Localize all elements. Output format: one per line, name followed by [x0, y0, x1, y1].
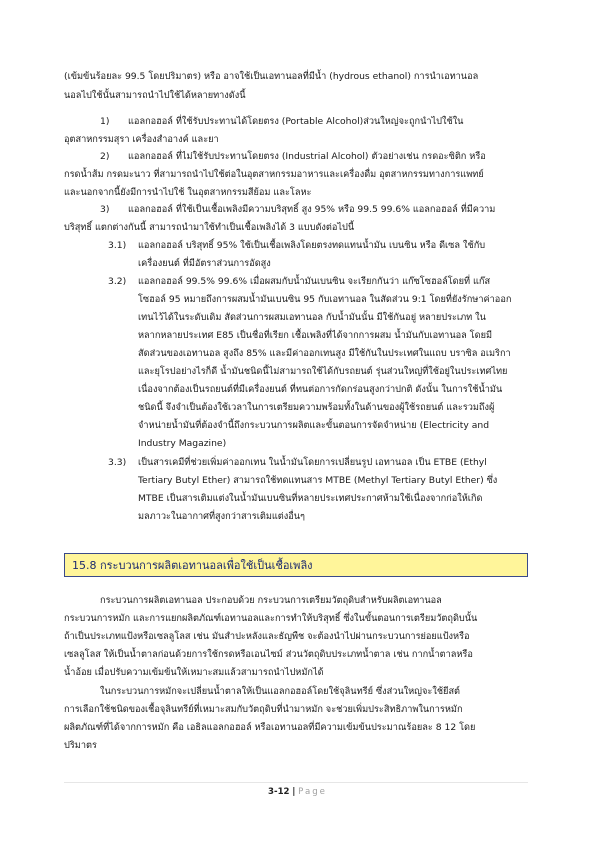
- subitem-3-2-line-7: เนื่องจากต้องเป็นรถยนต์ที่มีเครื่องยนต์ ที่ทนต่อการกัดกร่อนสูงกว่าปกติ ดังนั้น ในการใช้น้ำมัน: [138, 384, 503, 395]
- subitem-3-2-line-9: จำหน่ายน้ำมันที่ต้องจำนี้ถึงกระบวนการผลิตและขั้นตอนการจัดจำหน่าย (Electricity and: [138, 420, 490, 431]
- footer-divider: [64, 782, 528, 783]
- subitem-3-3-line-1: เป็นสารเคมีที่ช่วยเพิ่มค่าออกเทน ในน้ำมันโดยการเปลี่ยนรูป เอทานอล เป็น ETBE (Ethyl: [138, 457, 487, 468]
- subitem-3-3-line-3: MTBE เป็นสารเติมแต่งในน้ำมันเบนซินที่หลายประเทศประกาศห้ามใช้เนื่องจากก่อให้เกิด: [138, 493, 483, 504]
- intro-line-1: (เข้มข้นร้อยละ 99.5 โดยปริมาตร) หรือ อาจใช้เป็นเอทานอลที่มีน้ำ (hydrous ethanol) การนำเอทานอล: [64, 71, 479, 82]
- subitem-3-1-number: 3.1): [108, 240, 127, 251]
- item-3-number: 3): [100, 204, 110, 215]
- section-heading-box: [64, 553, 528, 577]
- subitem-3-3-number: 3.3): [108, 457, 127, 468]
- subitem-3-2-line-4: หลากหลายประเทศ E85 เป็นชื่อที่เรียก เชื้อเพลิงที่ได้จากการผสม น้ำมันกับเอทานอล โดยมี: [138, 330, 493, 341]
- subitem-3-1-line-1: แอลกอฮอล์ บริสุทธิ์ 95% ใช้เป็นเชื้อเพลิงโดยตรงทดแทนน้ำมัน เบนซิน หรือ ดีเซล ใช้กับ: [138, 240, 486, 251]
- subitem-3-2-line-10: Industry Magazine): [138, 438, 227, 449]
- para-1-line-2: กระบวนการหมัก และการแยกผลิตภัณฑ์เอทานอลและการทำให้บริสุทธิ์ ซึ่งในขั้นตอนการเตรียมวัตถุดิบนั้น: [64, 613, 478, 624]
- page-word: Page: [298, 787, 327, 797]
- item-1-line-1: แอลกอฮอล์ ที่ใช้รับประทานได้โดยตรง (Portable Alcohol)ส่วนใหญ่จะถูกนำไปใช้ใน: [128, 116, 464, 127]
- subitem-3-3-line-2: Tertiary Butyl Ether) สามารถใช้ทดแทนสาร MTBE (Methyl Tertiary Butyl Ether) ซึ่ง: [138, 475, 498, 486]
- subitem-3-2-line-2: โซฮอล์ 95 หมายถึงการผสมน้ำมันเบนซิน 95 กับเอทานอล ในสัดส่วน 9:1 โดยที่ยังรักษาค่าออก: [138, 294, 512, 305]
- para-1-line-1: กระบวนการผลิตเอทานอล ประกอบด้วย กระบวนการเตรียมวัตถุดิบสำหรับผลิตเอทานอล: [100, 595, 442, 606]
- intro-line-2: นอลไปใช้นั้นสามารถนำไปใช้ได้หลายทางดังนี้: [64, 90, 246, 101]
- subitem-3-2-line-6: และยุโรปอย่างไรก็ดี น้ำมันชนิดนี้ไม่สามารถใช้ได้กับรถยนต์ รุ่นส่วนใหญ่ที่ใช้อยู่ในประเทศไทย: [138, 366, 508, 377]
- subitem-3-2-line-3: เทนไว้ได้ในระดับเดิม สัดส่วนการผสมเอทานอล กับน้ำมันนั้น มีใช้กันอยู่ หลายประเภท ใน: [138, 312, 486, 323]
- para-1-line-5: น้ำอ้อย เมื่อปรับความเข้มข้นให้เหมาะสมแล้วสามารถนำไปหมักได้: [64, 667, 324, 678]
- footer-separator: |: [292, 787, 296, 797]
- subitem-3-3-line-4: มลภาวะในอากาศที่สูงกว่าสารเติมแต่งอื่นๆ: [138, 511, 305, 522]
- para-2-line-4: ปริมาตร: [64, 740, 97, 751]
- item-2-number: 2): [100, 151, 110, 162]
- para-2-line-3: ผลิตภัณฑ์ที่ได้จากการหมัก คือ เอธิลแอลกอฮอล์ หรือเอทานอลที่มีความเข้มข้นประมาณร้อยละ 8 12 โดย: [64, 722, 476, 733]
- item-2-line-1: แอลกอฮอล์ ที่ไม่ใช้รับประทานโดยตรง (Industrial Alcohol) ตัวอย่างเช่น กรดอะซิติก หรือ: [128, 151, 486, 162]
- subitem-3-1-line-2: เครื่องยนต์ ที่มีอัตราส่วนการอัดสูง: [138, 258, 271, 269]
- item-1-number: 1): [100, 116, 110, 127]
- subitem-3-2-line-1: แอลกอฮอล์ 99.5% 99.6% เมื่อผสมกับน้ำมันเบนซิน จะเรียกกันว่า แก๊ซโซฮอล์โดยที่ แก๊ส: [138, 276, 491, 287]
- item-3-line-1: แอลกอฮอล์ ที่ใช้เป็นเชื้อเพลิงมีความบริสุทธิ์ สูง 95% หรือ 99.5 99.6% แอลกอฮอล์ ที่มีความ: [128, 204, 496, 215]
- para-1-line-4: เซลลูโลส ให้เป็นน้ำตาลก่อนด้วยการใช้กรดหรือเอนไซม์ ส่วนวัตถุดิบประเภทน้ำตาล เช่น กากน้ำตาลหรือ: [64, 649, 473, 660]
- section-heading: 15.8 กระบวนการผลิตเอทานอลเพื่อใช้เป็นเชื้อเพลิง: [72, 559, 313, 572]
- page-footer: [0, 786, 595, 798]
- page-number: 3-12: [268, 787, 290, 797]
- subitem-3-2-number: 3.2): [108, 276, 127, 287]
- para-2-line-1: ในกระบวนการหมักจะเปลี่ยนน้ำตาลให้เป็นแอลกอฮอล์โดยใช้จุลินทรีย์ ซึ่งส่วนใหญ่จะใช้ยีสต์: [100, 686, 461, 697]
- subitem-3-2-line-8: ชนิดนี้ จึงจำเป็นต้องใช้เวลาในการเตรียมความพร้อมทั้งในด้านของผู้ใช้รถยนต์ และรวมถึงผู้: [138, 402, 495, 413]
- para-1-line-3: ถ้าเป็นประเภทแป้งหรือเซลลูโลส เช่น มันสำปะหลังและธัญพืช จะต้องนำไปผ่านกระบวนการย่อยแป้งหรือ: [64, 631, 470, 642]
- para-2-line-2: การเลือกใช้ชนิดของเชื้อจุลินทรีย์ที่เหมาะสมกับวัตถุดิบที่นำมาหมัก จะช่วยเพิ่มประสิทธิภาพในการหมัก: [64, 704, 463, 715]
- item-2-line-2: กรดน้ำส้ม กรดมะนาว ที่สามารถนำไปใช้ต่อในอุตสาหกรรมอาหารและเครื่องดื่ม อุตสาหกรรมทางการแพทย์: [64, 169, 484, 180]
- item-3-line-2: บริสุทธิ์ แตกต่างกันนี้ สามารถนำมาใช้ทำเป็นเชื้อเพลิงได้ 3 แบบดังต่อไปนี้: [64, 222, 355, 233]
- item-2-line-3: และนอกจากนี้ยังมีการนำไปใช้ ในอุตสาหกรรมสีย้อม และโลหะ: [64, 187, 312, 198]
- subitem-3-2-line-5: สัดส่วนของเอทานอล สูงถึง 85% และมีค่าออกเทนสูง มีใช้กันในประเทศในแถบ บราซิล อเมริกา: [138, 348, 511, 359]
- item-1-line-2: อุตสาหกรรมสุรา เครื่องสำอางค์ และยา: [64, 134, 219, 145]
